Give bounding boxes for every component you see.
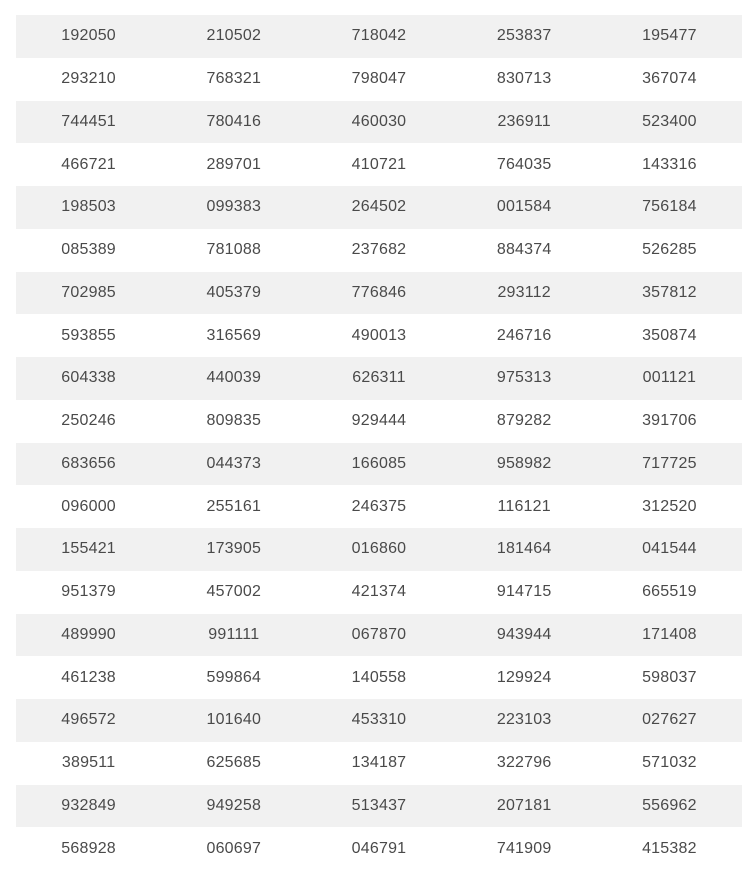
table-cell: 949258 [161,785,306,828]
table-cell: 316569 [161,314,306,357]
table-row [16,699,742,742]
table-cell: 357812 [597,272,742,315]
table-cell: 405379 [161,272,306,315]
table-cell: 702985 [16,272,161,315]
table-cell: 593855 [16,314,161,357]
table-cell: 391706 [597,400,742,443]
table-cell: 192050 [16,15,161,58]
table-cell: 556962 [597,785,742,828]
table-cell: 490013 [306,314,451,357]
table-cell: 798047 [306,58,451,101]
table-cell: 155421 [16,528,161,571]
table-cell: 322796 [452,742,597,785]
table-cell: 027627 [597,699,742,742]
table-cell: 513437 [306,785,451,828]
table-cell: 255161 [161,485,306,528]
table-cell: 453310 [306,699,451,742]
table-cell: 171408 [597,614,742,657]
number-table-container [16,15,742,870]
table-cell: 415382 [597,827,742,870]
table-row [16,742,742,785]
table-cell: 350874 [597,314,742,357]
table-cell: 958982 [452,443,597,486]
table-row [16,528,742,571]
table-cell: 293210 [16,58,161,101]
table-row [16,827,742,870]
table-cell: 914715 [452,571,597,614]
table-cell: 744451 [16,101,161,144]
table-cell: 764035 [452,143,597,186]
table-cell: 181464 [452,528,597,571]
table-cell: 626311 [306,357,451,400]
table-cell: 044373 [161,443,306,486]
table-cell: 116121 [452,485,597,528]
table-row [16,357,742,400]
table-cell: 237682 [306,229,451,272]
table-cell: 780416 [161,101,306,144]
table-cell: 410721 [306,143,451,186]
table-cell: 489990 [16,614,161,657]
table-cell: 460030 [306,101,451,144]
table-cell: 085389 [16,229,161,272]
table-cell: 195477 [597,15,742,58]
table-cell: 830713 [452,58,597,101]
table-cell: 389511 [16,742,161,785]
table-cell: 768321 [161,58,306,101]
table-cell: 173905 [161,528,306,571]
table-cell: 951379 [16,571,161,614]
table-cell: 293112 [452,272,597,315]
table-cell: 250246 [16,400,161,443]
table-cell: 683656 [16,443,161,486]
table-cell: 741909 [452,827,597,870]
table-cell: 016860 [306,528,451,571]
table-cell: 246716 [452,314,597,357]
table-cell: 134187 [306,742,451,785]
table-cell: 523400 [597,101,742,144]
table-cell: 207181 [452,785,597,828]
table-cell: 598037 [597,656,742,699]
table-row [16,101,742,144]
table-cell: 101640 [161,699,306,742]
table-cell: 943944 [452,614,597,657]
table-cell: 198503 [16,186,161,229]
table-cell: 067870 [306,614,451,657]
table-cell: 496572 [16,699,161,742]
table-cell: 599864 [161,656,306,699]
table-row [16,485,742,528]
table-cell: 223103 [452,699,597,742]
table-cell: 129924 [452,656,597,699]
table-cell: 246375 [306,485,451,528]
table-cell: 236911 [452,101,597,144]
table-cell: 809835 [161,400,306,443]
table-cell: 991111 [161,614,306,657]
table-row [16,186,742,229]
table-cell: 099383 [161,186,306,229]
table-row [16,785,742,828]
table-cell: 367074 [597,58,742,101]
table-cell: 143316 [597,143,742,186]
table-cell: 665519 [597,571,742,614]
table-cell: 571032 [597,742,742,785]
table-cell: 264502 [306,186,451,229]
table-cell: 932849 [16,785,161,828]
table-cell: 568928 [16,827,161,870]
table-cell: 210502 [161,15,306,58]
table-cell: 717725 [597,443,742,486]
table-cell: 879282 [452,400,597,443]
table-row [16,314,742,357]
table-row [16,15,742,58]
table-cell: 440039 [161,357,306,400]
table-cell: 096000 [16,485,161,528]
table-cell: 060697 [161,827,306,870]
table-cell: 604338 [16,357,161,400]
table-cell: 457002 [161,571,306,614]
table-cell: 526285 [597,229,742,272]
table-cell: 756184 [597,186,742,229]
table-row [16,229,742,272]
table-row [16,400,742,443]
table-row [16,58,742,101]
number-table [16,15,742,870]
table-cell: 975313 [452,357,597,400]
table-cell: 421374 [306,571,451,614]
table-row [16,143,742,186]
table-cell: 776846 [306,272,451,315]
number-table-body [16,15,742,870]
table-row [16,272,742,315]
table-row [16,614,742,657]
table-cell: 466721 [16,143,161,186]
table-cell: 625685 [161,742,306,785]
table-row [16,656,742,699]
table-cell: 001584 [452,186,597,229]
table-cell: 929444 [306,400,451,443]
table-cell: 312520 [597,485,742,528]
table-row [16,443,742,486]
table-cell: 884374 [452,229,597,272]
table-cell: 289701 [161,143,306,186]
table-row [16,571,742,614]
table-cell: 253837 [452,15,597,58]
table-cell: 001121 [597,357,742,400]
table-cell: 041544 [597,528,742,571]
table-cell: 046791 [306,827,451,870]
table-cell: 781088 [161,229,306,272]
table-cell: 140558 [306,656,451,699]
table-cell: 461238 [16,656,161,699]
table-cell: 718042 [306,15,451,58]
table-cell: 166085 [306,443,451,486]
